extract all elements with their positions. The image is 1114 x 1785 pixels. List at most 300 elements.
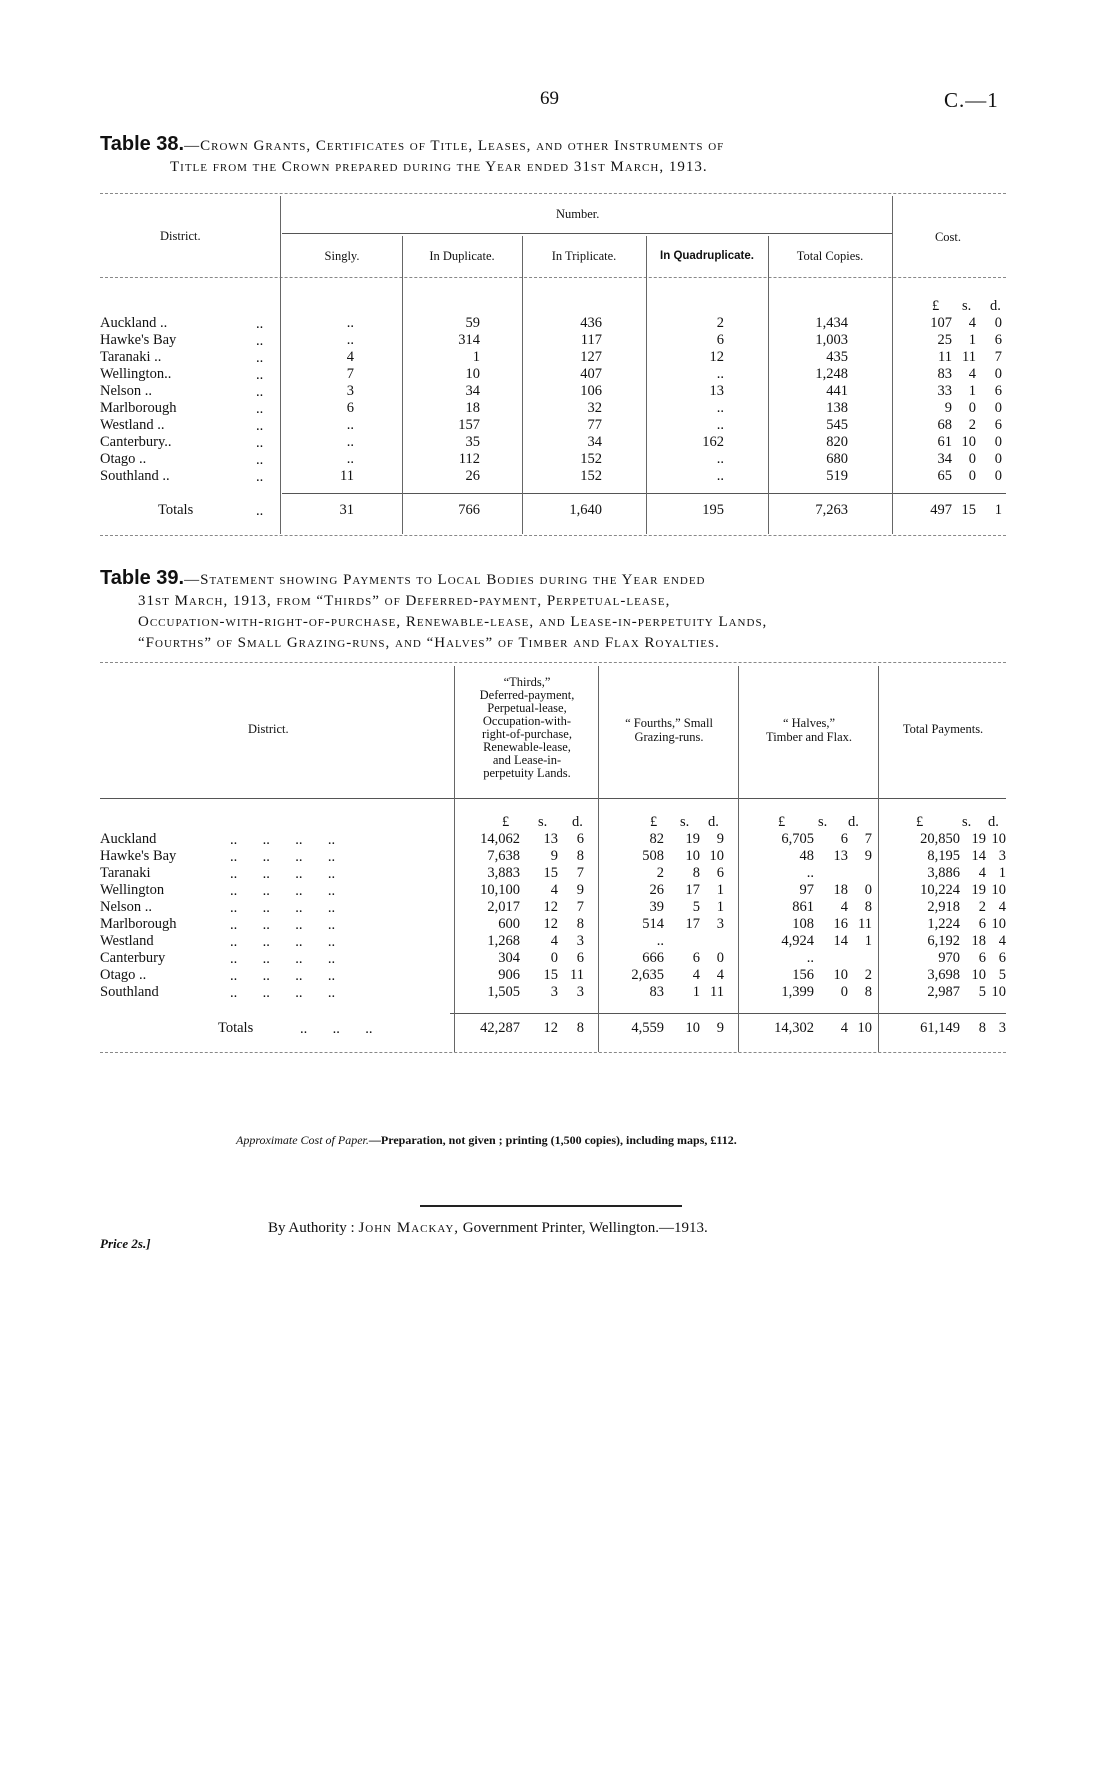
halves-shillings: 10 (833, 967, 848, 983)
total-payments-shillings: 14 (971, 848, 986, 864)
total-payments-pounds: 2,918 (927, 899, 960, 915)
cost-pounds: 61 (937, 434, 952, 450)
thirds-pounds: 42,287 (480, 1020, 520, 1036)
cost-pounds: 25 (937, 332, 952, 348)
thirds-shillings: 12 (543, 916, 558, 932)
total-payments-pounds: 8,195 (927, 848, 960, 864)
thirds-pence: 3 (576, 984, 584, 1000)
thirds-shillings: 15 (543, 865, 558, 881)
cost-pounds: 33 (937, 383, 952, 399)
dot-leader: .. .. .. .. (230, 866, 336, 882)
halves-pence: 1 (864, 933, 872, 949)
header-in-quadruplicate: In Quadruplicate. (660, 250, 754, 262)
district-name: Westland (100, 933, 154, 949)
duplicate-count: 26 (465, 468, 480, 484)
halves-pounds: 861 (792, 899, 814, 915)
district-name: Auckland (100, 831, 157, 847)
cost-pounds: 34 (937, 451, 952, 467)
pounds-symbol: £ (916, 814, 924, 830)
imprint-prefix: By Authority : (268, 1220, 355, 1236)
total-copies: 1,248 (815, 366, 848, 382)
header-district: District. (160, 229, 201, 243)
totals-quadruplicate: 195 (702, 502, 724, 518)
thirds-shillings: 12 (543, 899, 558, 915)
fourths-shillings: 6 (692, 950, 700, 966)
cost-pence: 0 (994, 451, 1002, 467)
duplicate-count: 18 (465, 400, 480, 416)
header-line: perpetuity Lands. (483, 766, 571, 780)
district-name: Canterbury.. (100, 434, 172, 450)
table39-title-line4: “Fourths” of Small Grazing-runs, and “Halves” of Timber and Flax Royalties. (138, 635, 720, 651)
halves-shillings: 13 (833, 848, 848, 864)
cost-pounds: 83 (937, 366, 952, 382)
total-payments-pence: 1 (998, 865, 1006, 881)
cost-pence: 0 (994, 468, 1002, 484)
fourths-shillings: 8 (692, 865, 700, 881)
dot-leader: .. (256, 367, 264, 383)
header-line: Grazing-runs. (634, 730, 704, 744)
dot-leader: .. (256, 384, 264, 400)
halves-pence: 9 (864, 848, 872, 864)
thirds-pounds: 10,100 (480, 882, 520, 898)
header-line: Renewable-lease, (483, 740, 571, 754)
header-total-copies: Total Copies. (796, 249, 864, 263)
table39-top-rule (100, 662, 1006, 663)
triplicate-count: 106 (580, 383, 602, 399)
total-copies: 519 (826, 468, 848, 484)
dot-leader: .. .. .. .. (230, 900, 336, 916)
total-payments-pence: 6 (998, 950, 1006, 966)
fourths-pence: 1 (716, 882, 724, 898)
pence-symbol: d. (988, 814, 999, 830)
halves-pounds: 6,705 (781, 831, 814, 847)
dot-leader: .. .. .. .. (230, 917, 336, 933)
cost-pounds: 11 (938, 349, 952, 365)
fourths-pounds: 514 (642, 916, 664, 932)
halves-pence: 10 (857, 1020, 872, 1036)
cost-shillings: 4 (968, 366, 976, 382)
table39-bottom-rule (100, 1052, 1006, 1053)
dot-leader: .. .. .. .. (230, 951, 336, 967)
quadruplicate-count: .. (716, 451, 724, 467)
halves-pence: 8 (864, 984, 872, 1000)
thirds-pence: 11 (570, 967, 584, 983)
singly-count: 11 (340, 468, 354, 484)
fourths-pounds: 83 (649, 984, 664, 1000)
rule (878, 666, 879, 1052)
quadruplicate-count: .. (716, 400, 724, 416)
duplicate-count: 157 (458, 417, 480, 433)
fourths-pounds: 666 (642, 950, 664, 966)
dot-leader: .. (256, 469, 264, 485)
fourths-pounds: 39 (649, 899, 664, 915)
duplicate-count: 10 (465, 366, 480, 382)
fourths-pounds: 4,559 (631, 1020, 664, 1036)
fourths-pence: 9 (716, 1020, 724, 1036)
singly-count: 6 (346, 400, 354, 416)
quadruplicate-count: 13 (709, 383, 724, 399)
thirds-pounds: 1,268 (487, 933, 520, 949)
quadruplicate-count: 162 (702, 434, 724, 450)
total-payments-pounds: 61,149 (920, 1020, 960, 1036)
header-singly: Singly. (324, 249, 360, 263)
total-payments-pence: 10 (991, 984, 1006, 1000)
thirds-pounds: 1,505 (487, 984, 520, 1000)
total-copies: 1,434 (815, 315, 848, 331)
dot-leader: .. (256, 435, 264, 451)
halves-pounds: 48 (799, 848, 814, 864)
halves-pence: 0 (864, 882, 872, 898)
thirds-shillings: 13 (543, 831, 558, 847)
district-name: Nelson .. (100, 899, 152, 915)
thirds-shillings: 0 (550, 950, 558, 966)
fourths-shillings: 17 (685, 882, 700, 898)
totals-triplicate: 1,640 (569, 502, 602, 518)
total-payments-pence: 4 (998, 933, 1006, 949)
singly-count: 3 (346, 383, 354, 399)
header-line: right-of-purchase, (482, 727, 572, 741)
dot-leader: .. .. .. .. (230, 883, 336, 899)
pence-symbol: d. (990, 298, 1001, 314)
fourths-shillings: 19 (685, 831, 700, 847)
fourths-shillings: 1 (692, 984, 700, 1000)
document-reference: C.—1 (944, 88, 999, 112)
triplicate-count: 32 (587, 400, 602, 416)
total-payments-shillings: 19 (971, 831, 986, 847)
district-name: Auckland .. (100, 315, 168, 331)
dot-leader: .. .. .. .. (230, 968, 336, 984)
total-payments-shillings: 8 (978, 1020, 986, 1036)
rule (738, 666, 739, 1052)
shillings-symbol: s. (538, 814, 548, 830)
table39-title-line2: 31st March, 1913, from “Thirds” of Deferred-payment, Perpetual-lease, (138, 593, 671, 609)
thirds-pounds: 7,638 (487, 848, 520, 864)
total-payments-pounds: 20,850 (920, 831, 960, 847)
cost-pence: 7 (994, 349, 1002, 365)
cost-pence: 0 (994, 366, 1002, 382)
header-line: Deferred-payment, (479, 688, 575, 702)
quadruplicate-count: 12 (709, 349, 724, 365)
fourths-pence: 0 (716, 950, 724, 966)
shillings-symbol: s. (962, 814, 972, 830)
pence-symbol: d. (708, 814, 719, 830)
header-district: District. (248, 722, 289, 736)
total-payments-shillings: 6 (978, 916, 986, 932)
header-in-triplicate: In Triplicate. (551, 249, 617, 263)
cost-pounds: 65 (937, 468, 952, 484)
table39-title-line3: Occupation-with-right-of-purchase, Renewable-lease, and Lease-in-perpetuity Lands, (138, 614, 768, 630)
table38-label: Table 38. (100, 133, 185, 155)
thirds-pounds: 304 (498, 950, 520, 966)
total-copies: 820 (826, 434, 848, 450)
thirds-pence: 8 (576, 848, 584, 864)
cost-pounds: 9 (944, 400, 952, 416)
total-copies: 680 (826, 451, 848, 467)
cost-pence: 0 (994, 400, 1002, 416)
halves-shillings: 4 (840, 899, 848, 915)
fourths-shillings: 4 (692, 967, 700, 983)
totals-pounds: 497 (930, 502, 952, 518)
thirds-pence: 9 (576, 882, 584, 898)
fourths-pence: 3 (716, 916, 724, 932)
halves-pence: 7 (864, 831, 872, 847)
thirds-shillings: 9 (550, 848, 558, 864)
district-name: Southland (100, 984, 159, 1000)
cost-shillings: 0 (968, 451, 976, 467)
quadruplicate-count: .. (716, 417, 724, 433)
cost-of-paper-label: Approximate Cost of Paper. (236, 1133, 369, 1147)
header-line: Perpetual-lease, (487, 701, 567, 715)
pounds-symbol: £ (932, 298, 940, 314)
total-copies: 1,003 (815, 332, 848, 348)
thirds-pence: 7 (576, 865, 584, 881)
totals-label: Totals (218, 1020, 254, 1036)
total-payments-pence: 10 (991, 916, 1006, 932)
total-payments-pence: 3 (998, 848, 1006, 864)
triplicate-count: 152 (580, 451, 602, 467)
triplicate-count: 436 (580, 315, 602, 331)
dot-leader: .. .. .. (300, 1021, 373, 1037)
total-payments-shillings: 2 (978, 899, 986, 915)
cost-pence: 6 (994, 417, 1002, 433)
dot-leader: .. (256, 350, 264, 366)
cost-pence: 0 (994, 315, 1002, 331)
imprint-suffix: Government Printer, Wellington.—1913. (462, 1220, 708, 1236)
district-name: Marlborough (100, 916, 177, 932)
pence-symbol: d. (848, 814, 859, 830)
header-line: “ Halves,” (782, 716, 836, 730)
singly-count: .. (346, 315, 354, 331)
table39-totals-rule (450, 1013, 1006, 1014)
triplicate-count: 77 (587, 417, 602, 433)
total-payments-shillings: 6 (978, 950, 986, 966)
cost-pence: 6 (994, 332, 1002, 348)
total-copies: 435 (826, 349, 848, 365)
total-payments-shillings: 18 (971, 933, 986, 949)
thirds-pounds: 600 (498, 916, 520, 932)
cost-shillings: 1 (968, 332, 976, 348)
thirds-pounds: 14,062 (480, 831, 520, 847)
halves-pence: 8 (864, 899, 872, 915)
totals-singly: 31 (339, 502, 354, 518)
halves-pounds: 156 (792, 967, 814, 983)
halves-pence: 2 (864, 967, 872, 983)
cost-pounds: 68 (937, 417, 952, 433)
page-number: 69 (540, 88, 559, 109)
printer-name: John Mackay, (358, 1220, 460, 1236)
shillings-symbol: s. (818, 814, 828, 830)
cost-shillings: 0 (968, 400, 976, 416)
halves-pounds: .. (806, 865, 814, 881)
fourths-pence: 1 (716, 899, 724, 915)
triplicate-count: 152 (580, 468, 602, 484)
thirds-pounds: 2,017 (487, 899, 520, 915)
district-name: Taranaki (100, 865, 151, 881)
header-line: “ Fourths,” Small (625, 716, 713, 730)
header-line: Timber and Flax. (766, 730, 852, 744)
pounds-symbol: £ (650, 814, 658, 830)
total-copies: 441 (826, 383, 848, 399)
totals-shillings: 15 (961, 502, 976, 518)
thirds-shillings: 15 (543, 967, 558, 983)
singly-count: .. (346, 417, 354, 433)
fourths-pounds: 82 (649, 831, 664, 847)
total-payments-pence: 4 (998, 899, 1006, 915)
triplicate-count: 34 (587, 434, 602, 450)
fourths-pounds: 2 (656, 865, 664, 881)
shillings-symbol: s. (680, 814, 690, 830)
dot-leader: .. .. .. .. (230, 849, 336, 865)
cost-shillings: 10 (961, 434, 976, 450)
fourths-pence: 9 (716, 831, 724, 847)
thirds-pounds: 3,883 (487, 865, 520, 881)
triplicate-count: 127 (580, 349, 602, 365)
district-name: Hawke's Bay (100, 848, 177, 864)
halves-shillings: 16 (833, 916, 848, 932)
halves-pounds: 108 (792, 916, 814, 932)
district-name: Hawke's Bay (100, 332, 177, 348)
totals-pence: 1 (994, 502, 1002, 518)
district-name: Southland .. (100, 468, 170, 484)
total-payments-pence: 10 (991, 831, 1006, 847)
dot-leader: .. (256, 418, 264, 434)
total-payments-pounds: 970 (938, 950, 960, 966)
pounds-symbol: £ (502, 814, 510, 830)
header-thirds (456, 676, 598, 780)
table38-title-line2: Title from the Crown prepared during the Year ended 31st March, 1913. (170, 159, 708, 175)
cost-of-paper-note (236, 1133, 737, 1148)
total-copies: 138 (826, 400, 848, 416)
duplicate-count: 34 (465, 383, 480, 399)
total-payments-shillings: 19 (971, 882, 986, 898)
halves-shillings: 0 (840, 984, 848, 1000)
cost-pounds: 107 (930, 315, 952, 331)
singly-count: .. (346, 434, 354, 450)
district-name: Wellington (100, 882, 165, 898)
header-line: and Lease-in- (492, 753, 562, 767)
fourths-pounds: 508 (642, 848, 664, 864)
total-payments-pounds: 6,192 (927, 933, 960, 949)
price-note: Price 2s.] (100, 1236, 151, 1251)
totals-label: Totals (158, 502, 194, 518)
header-total-payments: Total Payments. (902, 722, 984, 736)
total-payments-shillings: 5 (978, 984, 986, 1000)
dot-leader: .. (256, 503, 264, 519)
header-fourths (600, 716, 738, 744)
dot-leader: .. (256, 333, 264, 349)
pounds-symbol: £ (778, 814, 786, 830)
rule (454, 666, 455, 1052)
pence-symbol: d. (572, 814, 583, 830)
dot-leader: .. (256, 452, 264, 468)
cost-pence: 6 (994, 383, 1002, 399)
total-payments-pounds: 10,224 (920, 882, 960, 898)
fourths-pounds: 2,635 (631, 967, 664, 983)
header-number: Number. (556, 207, 600, 221)
cost-shillings: 2 (968, 417, 976, 433)
table39-title-line1: —Statement showing Payments to Local Bodies during the Year ended (184, 572, 706, 588)
thirds-pence: 6 (576, 831, 584, 847)
totals-total-copies: 7,263 (815, 502, 848, 518)
cost-of-paper-text: —Preparation, not given ; printing (1,500 copies), including maps, £112. (368, 1133, 737, 1147)
cost-shillings: 4 (968, 315, 976, 331)
total-payments-shillings: 4 (978, 865, 986, 881)
thirds-pence: 3 (576, 933, 584, 949)
total-payments-shillings: 10 (971, 967, 986, 983)
total-payments-pence: 10 (991, 882, 1006, 898)
fourths-pence: 11 (710, 984, 724, 1000)
table39-header-rule (100, 798, 1006, 799)
thirds-pence: 8 (576, 1020, 584, 1036)
dot-leader: .. (256, 401, 264, 417)
halves-pounds: 14,302 (774, 1020, 814, 1036)
thirds-shillings: 4 (550, 882, 558, 898)
district-name: Nelson .. (100, 383, 152, 399)
shillings-symbol: s. (962, 298, 972, 314)
fourths-pence: 6 (716, 865, 724, 881)
district-name: Westland .. (100, 417, 165, 433)
quadruplicate-count: .. (716, 366, 724, 382)
fourths-pence: 10 (709, 848, 724, 864)
fourths-shillings: 10 (685, 1020, 700, 1036)
fourths-shillings: 17 (685, 916, 700, 932)
district-name: Canterbury (100, 950, 166, 966)
halves-shillings: 14 (833, 933, 848, 949)
district-name: Otago .. (100, 967, 147, 983)
district-name: Wellington.. (100, 366, 172, 382)
singly-count: 4 (346, 349, 354, 365)
duplicate-count: 59 (465, 315, 480, 331)
dot-leader: .. .. .. .. (230, 934, 336, 950)
district-name: Otago .. (100, 451, 147, 467)
quadruplicate-count: 6 (716, 332, 724, 348)
total-payments-pence: 3 (998, 1020, 1006, 1036)
cost-shillings: 11 (962, 349, 976, 365)
district-name: Marlborough (100, 400, 177, 416)
rule (598, 666, 599, 1052)
total-payments-pounds: 3,886 (927, 865, 960, 881)
thirds-pounds: 906 (498, 967, 520, 983)
total-copies: 545 (826, 417, 848, 433)
header-halves (740, 716, 878, 744)
quadruplicate-count: .. (716, 468, 724, 484)
duplicate-count: 1 (472, 349, 480, 365)
fourths-shillings: 5 (692, 899, 700, 915)
printer-imprint (268, 1220, 708, 1237)
singly-count: .. (346, 451, 354, 467)
halves-shillings: 18 (833, 882, 848, 898)
fourths-pence: 4 (716, 967, 724, 983)
footer-rule (420, 1205, 682, 1207)
thirds-pence: 7 (576, 899, 584, 915)
halves-shillings: 4 (840, 1020, 848, 1036)
halves-pounds: 97 (799, 882, 814, 898)
header-line: “Thirds,” (503, 675, 551, 689)
district-name: Taranaki .. (100, 349, 162, 365)
cost-shillings: 1 (968, 383, 976, 399)
header-cost: Cost. (934, 230, 962, 244)
table39-label: Table 39. (100, 567, 185, 589)
thirds-pence: 8 (576, 916, 584, 932)
thirds-shillings: 3 (550, 984, 558, 1000)
thirds-shillings: 12 (543, 1020, 558, 1036)
table38-title-line1: —Crown Grants, Certificates of Title, Leases, and other Instruments of (184, 138, 725, 154)
totals-duplicate: 766 (458, 502, 480, 518)
thirds-shillings: 4 (550, 933, 558, 949)
halves-shillings: 6 (840, 831, 848, 847)
halves-pounds: .. (806, 950, 814, 966)
duplicate-count: 314 (458, 332, 480, 348)
